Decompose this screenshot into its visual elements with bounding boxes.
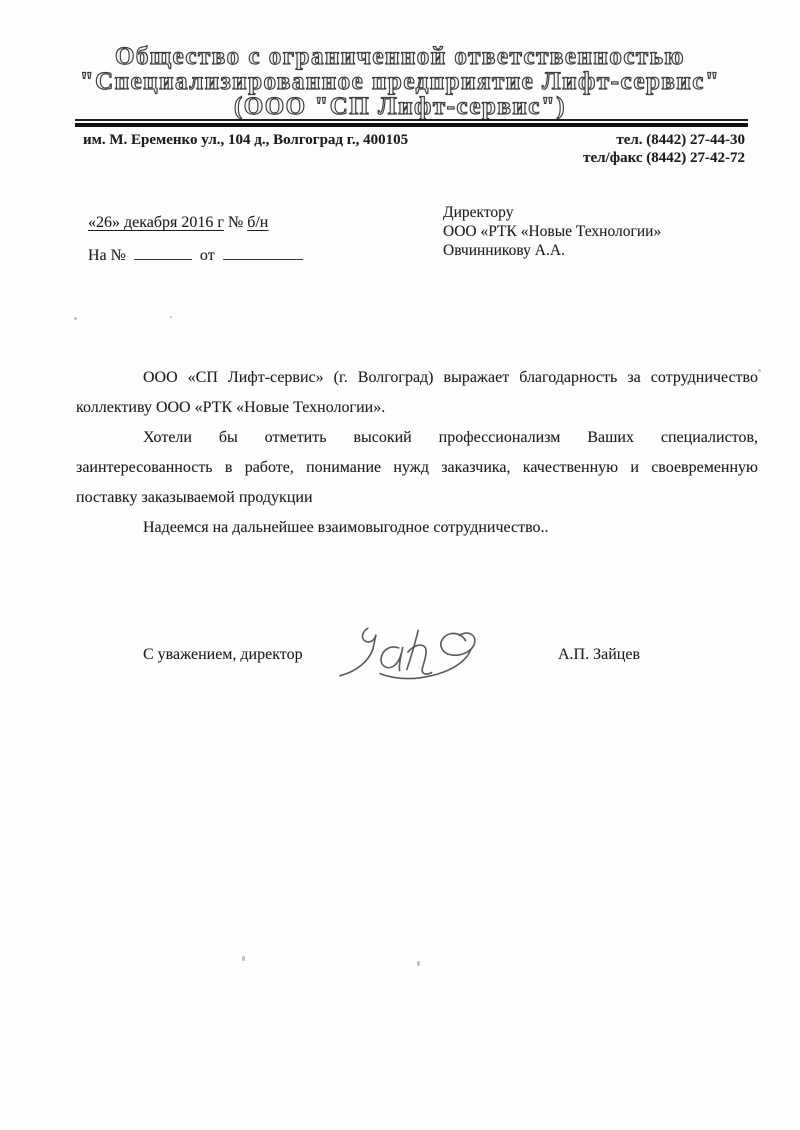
letter-body [76,363,758,543]
body-line: Надеемся на дальнейшее взаимовыгодное сотрудничество.. [143,519,549,536]
letterhead-divider-rule [75,119,748,127]
reference-block [88,214,307,265]
body-line: поставку заказываемой продукции [76,489,313,506]
body-line: коллективу ООО «РТК «Новые Технологии». [76,399,386,416]
incoming-reference-line [88,245,307,265]
phone-number: тел. (8442) 27-44-30 [616,132,745,148]
body-line: заинтересованность в работе, понимание нужд заказчика, качественную и своевременную [76,459,758,476]
recipient-company: ООО «РТК «Новые Технологии» [443,223,662,240]
letter-number: б/н [247,214,269,231]
recipient-person: Овчинникову А.А. [443,242,565,259]
organization-title-line1: Общество с ограниченной ответственностью [114,43,686,70]
scan-speck [758,369,761,372]
organization-title [0,44,800,119]
incoming-label: На № [88,247,126,264]
organization-title-line2: "Специализированное предприятие Лифт-сервис" [79,68,721,95]
handwritten-signature-icon [333,616,489,686]
company-address: им. М. Еременко ул., 104 д., Волгоград г., 400105 [83,132,409,148]
incoming-number-blank [134,245,192,260]
incoming-from-label: от [199,247,215,264]
recipient-block [443,203,661,260]
body-line: ООО «СП Лифт-сервис» (г. Волгоград) выражает благодарность за сотрудничество [143,369,758,386]
closing-phrase: С уважением, директор [143,646,303,663]
body-line: Хотели бы отметить высокий профессионализм Ваших специалистов, [143,429,758,446]
letter-date-line [88,214,307,232]
number-sign: № [227,214,244,231]
incoming-date-blank [223,245,303,260]
scan-speck [74,317,77,320]
contact-block [583,132,745,167]
organization-title-line3: (ООО "СП Лифт-сервис") [233,93,567,120]
signer-name: А.П. Зайцев [558,646,641,663]
scan-speck [417,961,420,966]
scan-speck [170,316,172,318]
letter-date: «26» декабря 2016 г [88,214,224,231]
scan-speck [242,956,245,961]
recipient-title: Директору [443,204,514,221]
fax-number: тел/факс (8442) 27-42-72 [583,149,745,166]
